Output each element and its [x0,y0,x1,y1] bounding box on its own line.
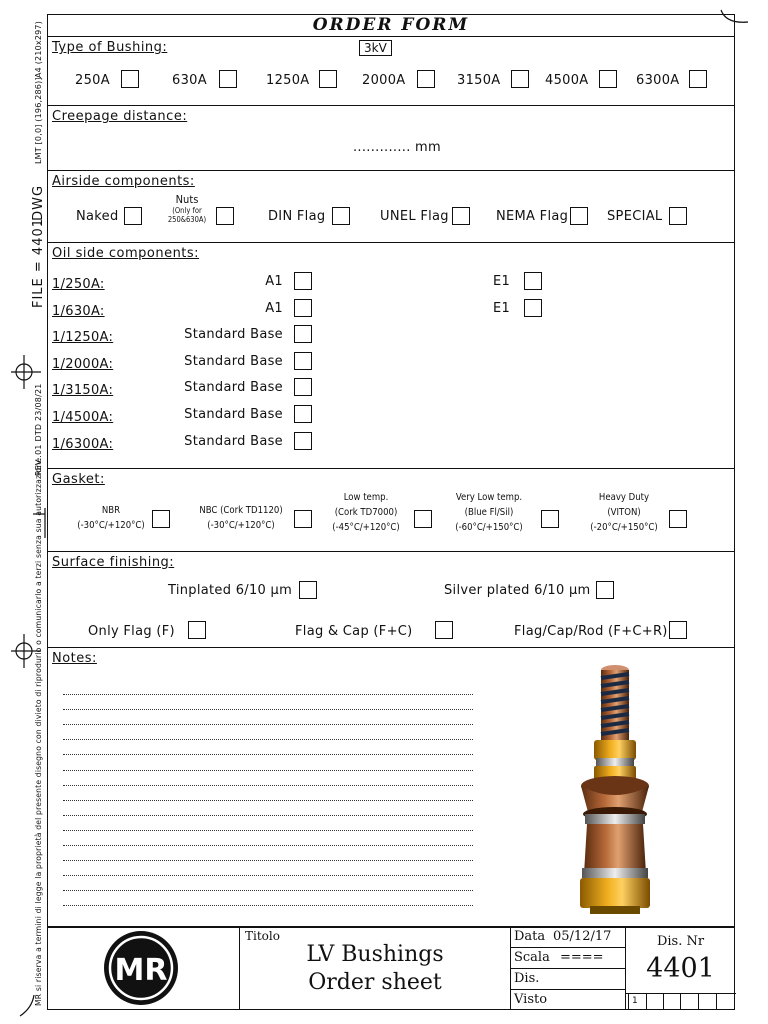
oilside-row-code: 1/250A: [52,277,105,292]
bushing-option-checkbox[interactable] [219,70,237,88]
only-flag-checkbox[interactable] [188,621,206,639]
gasket-verylow-label: Very Low temp. (Blue Fl/Sil) (-60°C/+150°C) [455,492,523,533]
sheet-cell [663,994,680,1009]
oilside-option-label: Standard Base [184,380,283,396]
margin-tick-icon [33,508,47,538]
bushing-option-label: 3150A [457,73,501,88]
notes-line[interactable] [63,845,473,846]
order-form-frame [47,14,735,1010]
type-of-bushing-label: Type of Bushing: [52,40,168,55]
section-type-of-bushing [48,37,734,106]
section-airside [48,171,734,243]
gasket-nbr-checkbox[interactable] [152,510,170,528]
oilside-option-checkbox[interactable] [294,299,312,317]
flag-cap-rod-checkbox[interactable] [669,621,687,639]
oilside-option-label: A1 [265,274,283,289]
sheet-cell [680,994,698,1009]
flag-cap-label: Flag & Cap (F+C) [295,624,413,639]
silver-checkbox[interactable] [596,581,614,599]
disnr-value: 4401 [646,953,715,984]
gasket-heavy-checkbox[interactable] [669,510,687,528]
dis-label: Dis. [514,971,540,986]
nuts-label: Nuts (Only for 250&630A) [167,193,207,224]
gasket-nbc-checkbox[interactable] [294,510,312,528]
oilside-label: Oil side components: [52,246,200,261]
bushing-option-label: 6300A [636,73,680,88]
section-gasket [48,469,734,552]
creepage-field[interactable]: ............. mm [353,140,441,155]
oilside-option-label: E1 [493,274,511,289]
bushing-option-label: 250A [75,73,110,88]
oilside-option-label: Standard Base [184,353,283,369]
notes-line[interactable] [63,770,473,771]
oilside-option-checkbox[interactable] [524,299,542,317]
airside-label: Airside components: [52,174,195,189]
unel-flag-label: UNEL Flag [380,209,449,224]
margin-dwg-text: .DWG [31,184,46,226]
data-label: Data [514,929,546,944]
section-notes [48,648,734,926]
notes-line[interactable] [63,815,473,816]
special-checkbox[interactable] [669,207,687,225]
bushing-option-checkbox[interactable] [511,70,529,88]
nuts-checkbox[interactable] [216,207,234,225]
only-flag-label: Only Flag (F) [88,624,175,639]
center-mark-icon [7,634,41,668]
notes-line[interactable] [63,739,473,740]
oilside-option-checkbox[interactable] [294,405,312,423]
special-label: SPECIAL [607,209,663,224]
corner-mark-icon [18,994,38,1018]
oilside-option-checkbox[interactable] [294,325,312,343]
bushing-option-checkbox[interactable] [599,70,617,88]
section-oilside [48,243,734,469]
margin-file-text: FILE = 4401 [31,217,46,308]
oilside-option-checkbox[interactable] [294,378,312,396]
bushing-option-checkbox[interactable] [121,70,139,88]
oilside-row-code: 1/6300A: [52,436,114,452]
unel-flag-checkbox[interactable] [452,207,470,225]
mr-logo-text: MR [114,953,168,988]
bushing-option-checkbox[interactable] [689,70,707,88]
notes-label: Notes: [52,651,97,666]
mr-logo [101,928,181,1008]
surface-label: Surface finishing: [52,555,175,570]
naked-label: Naked [76,209,119,224]
notes-line[interactable] [63,860,473,861]
oilside-option-label: Standard Base [184,327,283,343]
din-flag-checkbox[interactable] [332,207,350,225]
oilside-option-label: Standard Base [184,407,283,422]
oilside-option-label: A1 [265,300,283,316]
scala-label: Scala [514,950,550,965]
oilside-option-checkbox[interactable] [524,272,542,290]
margin-legal-text: MR si riserva a termini di legge la proprietà del presente disegno con divieto di riprodurlo o comunicarlo a terzi senza sua autorizzazione. [34,455,43,1006]
oilside-row-code: 1/630A: [52,303,105,319]
flag-cap-checkbox[interactable] [435,621,453,639]
section-creepage [48,106,734,171]
oilside-row-code: 1/2000A: [52,356,114,372]
margin-lmt-text: LMT [0,0] (196,286)] [34,77,43,164]
voltage-label: 3kV [359,40,392,56]
nema-flag-label: NEMA Flag [496,209,569,224]
section-surface [48,552,734,648]
form-title: ORDER FORM [48,15,734,37]
sheet-cell [646,994,663,1009]
scala-value: ==== [560,950,604,965]
margin-size-text: A4 (210x297) [34,20,43,78]
bushing-option-checkbox[interactable] [417,70,435,88]
bushing-option-label: 630A [172,73,207,88]
notes-line[interactable] [63,724,473,725]
notes-line[interactable] [63,890,473,891]
bushing-option-label: 2000A [362,73,406,88]
drawing-title-line1: LV Bushings [306,942,444,967]
title-block [48,926,734,1009]
notes-line[interactable] [63,754,473,755]
notes-line[interactable] [63,800,473,801]
oilside-option-checkbox[interactable] [294,272,312,290]
gasket-label: Gasket: [52,472,105,487]
oilside-row-code: 1/4500A: [52,410,114,425]
margin-rev-text: REV. 01 DTD 23/08/21 [34,383,43,476]
gasket-nbc-label: NBC (Cork TD1120) (-30°C/+120°C) [199,505,283,531]
notes-line[interactable] [63,830,473,831]
notes-line[interactable] [63,875,473,876]
oilside-option-label: Standard Base [184,433,283,449]
titolo-label: Titolo [245,929,280,943]
gasket-low-checkbox[interactable] [414,510,432,528]
visto-label: Visto [514,992,548,1007]
tinplated-label: Tinplated 6/10 µm [168,583,293,598]
oilside-option-checkbox[interactable] [294,432,312,450]
tinplated-checkbox[interactable] [299,581,317,599]
nuts-note: (Only for 250&630A) [167,206,207,224]
bushing-option-label: 1250A [266,73,310,88]
naked-checkbox[interactable] [124,207,142,225]
silver-label: Silver plated 6/10 µm [444,583,591,598]
din-flag-label: DIN Flag [268,209,326,224]
center-mark-icon [7,355,41,389]
oilside-option-checkbox[interactable] [294,352,312,370]
nema-flag-checkbox[interactable] [570,207,588,225]
flag-cap-rod-label: Flag/Cap/Rod (F+C+R) [514,624,668,639]
gasket-nbr-label: NBR (-30°C/+120°C) [77,505,145,531]
notes-line[interactable] [63,694,473,695]
sheet-cell [698,994,716,1009]
gasket-verylow-checkbox[interactable] [541,510,559,528]
bushing-image [560,662,670,924]
data-value: 05/12/17 [553,929,612,944]
bushing-option-checkbox[interactable] [319,70,337,88]
drawing-title-line2: Order sheet [308,970,442,995]
bushing-option-label: 4500A [545,73,589,88]
creepage-label: Creepage distance: [52,109,188,124]
sheet-number: 1 [628,994,646,1009]
oilside-row-code: 1/3150A: [52,383,114,399]
notes-line[interactable] [63,785,473,786]
gasket-heavy-label: Heavy Duty (VITON) (-20°C/+150°C) [590,492,658,533]
disnr-label: Dis. Nr [656,934,705,949]
notes-line[interactable] [63,709,473,710]
oilside-option-label: E1 [493,300,511,316]
gasket-low-label: Low temp. (Cork TD7000) (-45°C/+120°C) [332,492,400,533]
sheet-cell [716,994,736,1009]
oilside-row-code: 1/1250A: [52,330,114,346]
notes-line[interactable] [63,905,473,906]
